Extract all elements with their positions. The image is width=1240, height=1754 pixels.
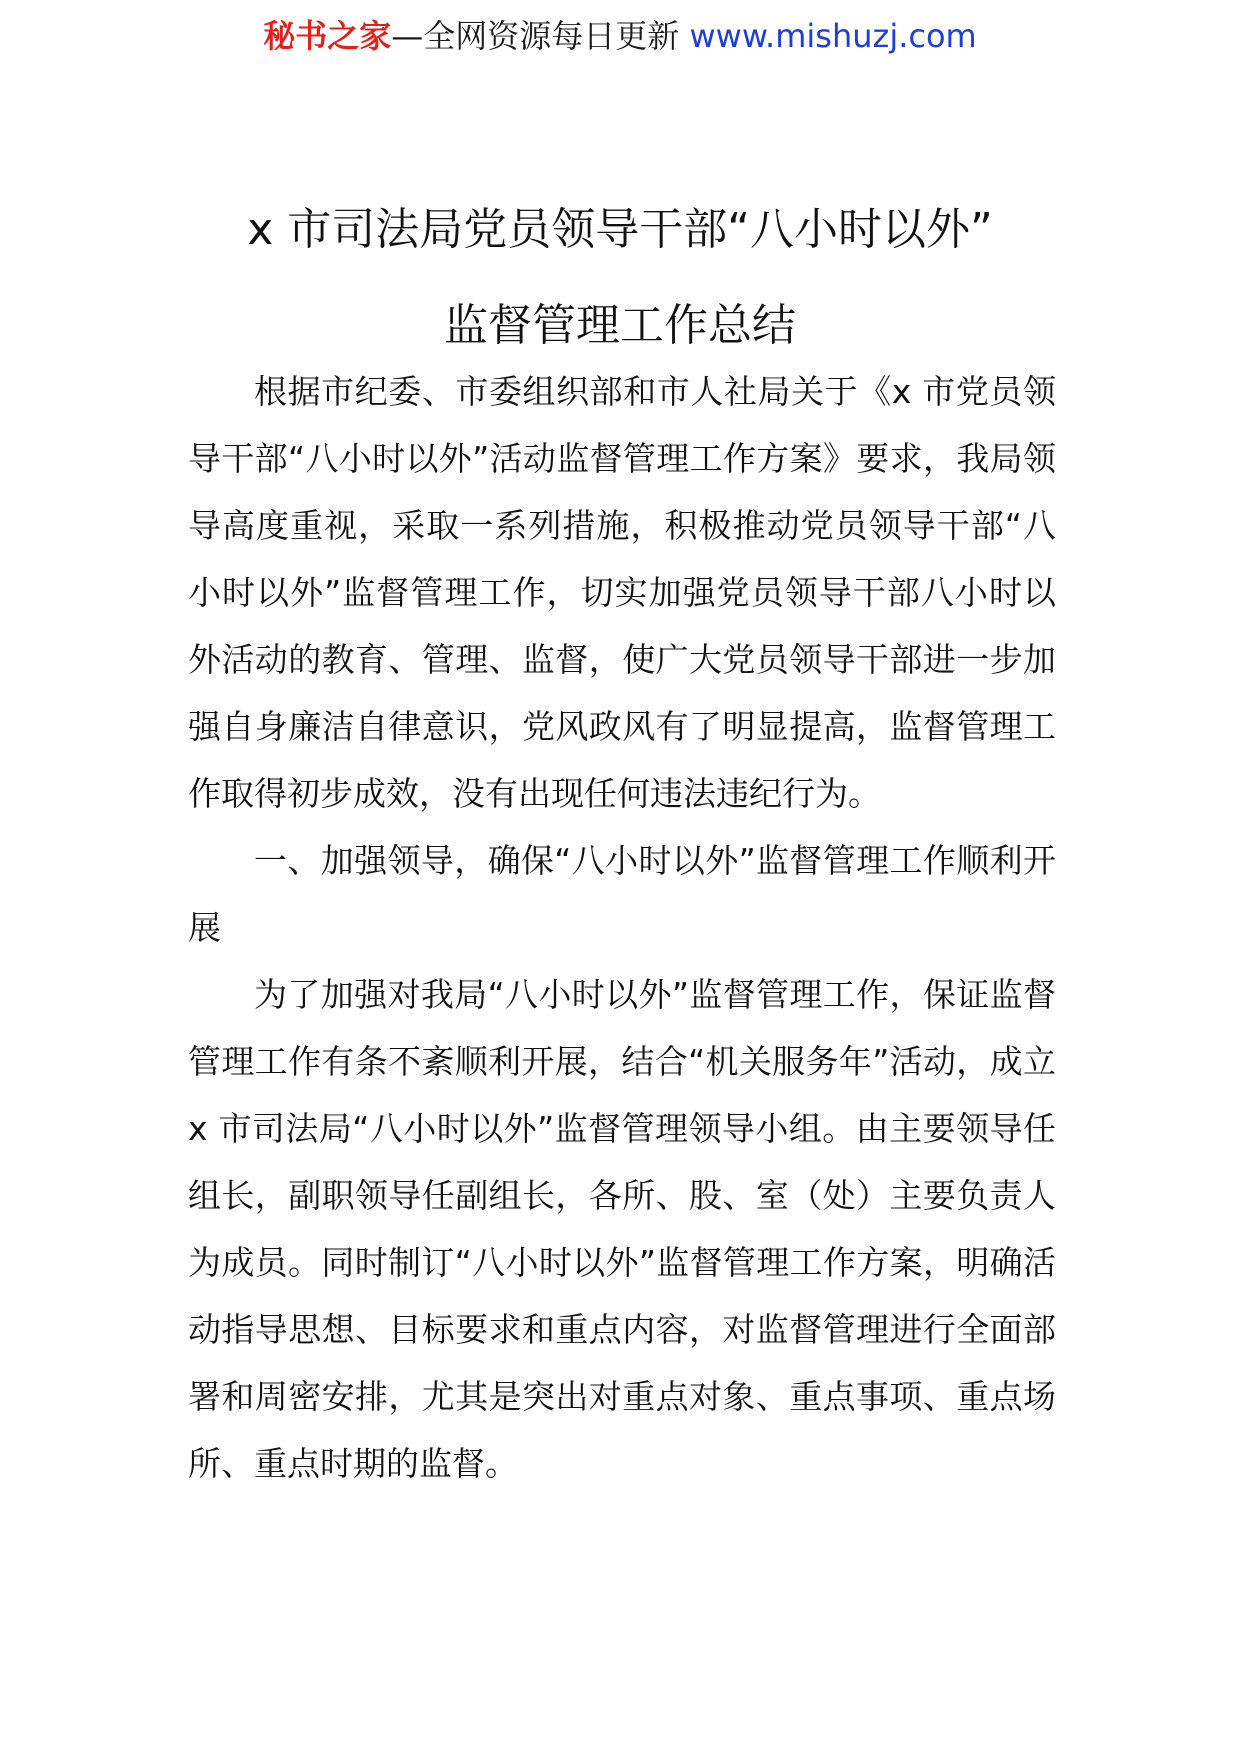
document-body: [188, 358, 1056, 1497]
document-title-line-1: x 市司法局党员领导干部“八小时以外”: [247, 204, 993, 255]
body-paragraph-section-1: 为了加强对我局“八小时以外”监督管理工作，保证监督管理工作有条不紊顺利开展，结合“机关服务年”活动，成立 x 市司法局“八小时以外”监督管理领导小组。由主要领导任组长，副职领导任副组长，各所、股、室（处）主要负责人为成员。同时制订“八小时以外”监督管理工作方案，明确活动指导思想、目标要求和重点内容，对监督管理进行全面部署和周密安排，尤其是突出对重点对象、重点事项、重点场所、重点时期的监督。: [188, 975, 1056, 1483]
site-slogan: —全网资源每日更新: [391, 17, 680, 55]
body-paragraph-intro: 根据市纪委、市委组织部和市人社局关于《x 市党员领导干部“八小时以外”活动监督管理工作方案》要求，我局领导高度重视，采取一系列措施，积极推动党员领导干部“八小时以外”监督管理工作，切实加强党员领导干部八小时以外活动的教育、管理、监督，使广大党员领导干部进一步加强自身廉洁自律意识，党风政风有了明显提高，监督管理工作取得初步成效，没有出现任何违法违纪行为。: [188, 372, 1056, 813]
document-title-line-2: 监督管理工作总结: [444, 300, 796, 351]
section-heading-1: 一、加强领导，确保“八小时以外”监督管理工作顺利开展: [188, 841, 1056, 947]
document-title: [150, 182, 1090, 374]
site-url-link[interactable]: www.mishuzj.com: [689, 17, 977, 55]
site-brand-name: 秘书之家: [263, 17, 392, 55]
site-header-banner: [0, 14, 1240, 58]
